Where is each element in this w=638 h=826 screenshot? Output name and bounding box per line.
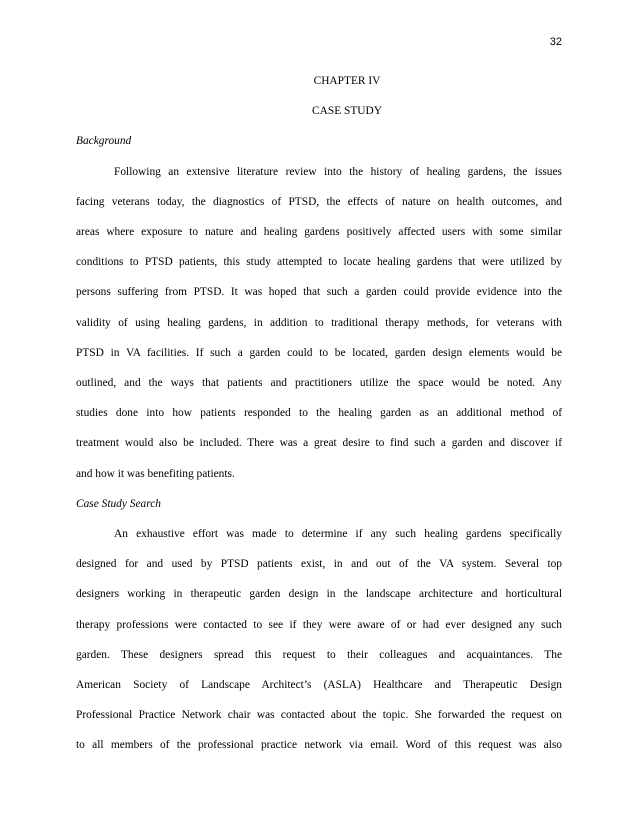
paragraph-line: to all members of the professional practice network via email. Word of this request was also — [76, 739, 562, 752]
paragraph-line: validity of using healing gardens, in addition to traditional therapy methods, for veterans with — [76, 316, 562, 329]
paragraph-line: studies done into how patients responded to the healing garden as an additional method of — [76, 407, 562, 420]
paragraph-line: garden. These designers spread this request to their colleagues and acquaintances. The — [76, 648, 562, 661]
paragraph-line: outlined, and the ways that patients and practitioners utilize the space would be noted. Any — [76, 377, 562, 390]
paragraph-line: areas where exposure to nature and healing gardens positively affected users with some similar — [76, 226, 562, 239]
paragraph-line: designers working in therapeutic garden design in the landscape architecture and horticultural — [76, 588, 562, 601]
paragraph-line: American Society of Landscape Architect’s (ASLA) Healthcare and Therapeutic Design — [76, 679, 562, 692]
paragraph-line: designed for and used by PTSD patients exist, in and out of the VA system. Several top — [76, 558, 562, 571]
paragraph-line: PTSD in VA facilities. If such a garden could to be located, garden design elements would be — [76, 346, 562, 359]
paragraph-line: Following an extensive literature review into the history of healing gardens, the issues — [114, 165, 562, 178]
paragraph-line: facing veterans today, the diagnostics of PTSD, the effects of nature on health outcomes, and — [76, 195, 562, 208]
section-heading-case-study-search: Case Study Search — [76, 497, 161, 510]
chapter-title: CASE STUDY — [312, 105, 382, 118]
paragraph-line: conditions to PTSD patients, this study attempted to locate healing gardens that were utilized by — [76, 256, 562, 269]
paragraph-line: An exhaustive effort was made to determine if any such healing gardens specifically — [114, 528, 562, 541]
page-number: 32 — [549, 36, 562, 48]
section-heading-background: Background — [76, 135, 132, 148]
paragraph-case-study-search — [76, 519, 562, 761]
page-content — [76, 66, 562, 761]
paragraph-line: Professional Practice Network chair was contacted about the topic. She forwarded the request on — [76, 709, 562, 722]
paragraph-line: therapy professions were contacted to see if they were aware of or had ever designed any such — [76, 618, 562, 631]
chapter-number: CHAPTER IV — [313, 75, 381, 87]
paragraph-line: and how it was benefiting patients. — [76, 467, 235, 480]
paragraph-background — [76, 157, 562, 489]
paragraph-line: persons suffering from PTSD. It was hoped that such a garden could provide evidence into the — [76, 286, 562, 299]
paragraph-line: treatment would also be included. There was a great desire to find such a garden and discover if — [76, 437, 562, 450]
